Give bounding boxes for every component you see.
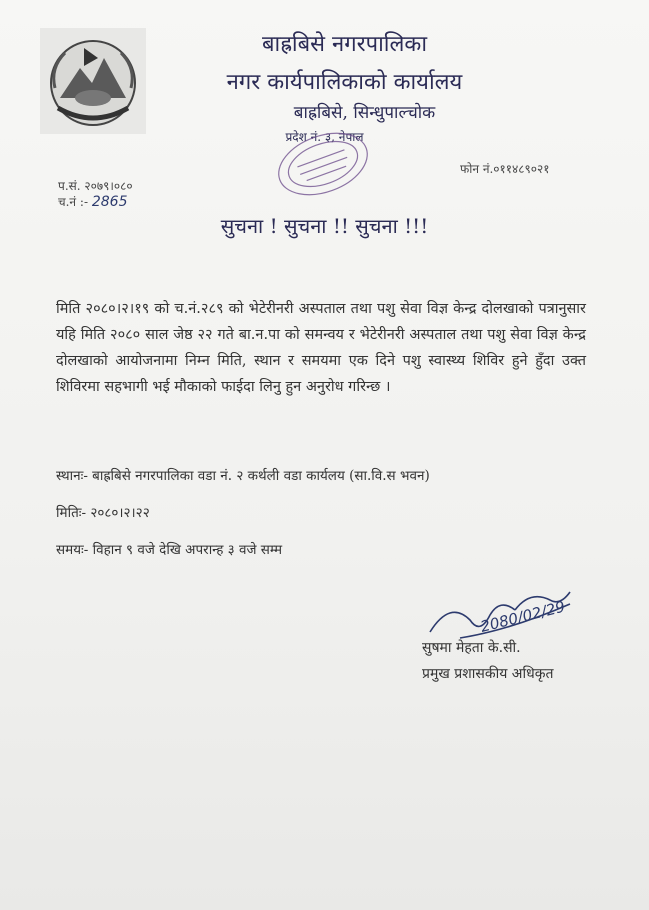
office-stamp-icon	[268, 124, 378, 204]
chalani-label: च.नं :-	[58, 195, 89, 209]
phone-number: फोन नं.०११४८९०२१	[460, 162, 550, 176]
municipality-name: बाह्रबिसे नगरपालिका	[261, 32, 428, 57]
reference-block	[58, 178, 133, 210]
province-line: प्रदेश नं. ३, नेपाल	[285, 130, 364, 144]
signatory-name: सुषमा मेहता के.सी.	[422, 640, 521, 656]
signatory-designation: प्रमुख प्रशासकीय अधिकृत	[422, 666, 554, 682]
patra-sankhya: प.सं. २०७९।०८०	[58, 179, 133, 193]
detail-time: समयः- विहान ९ वजे देखि अपरान्ह ३ वजे सम्म	[56, 542, 283, 558]
signature-date: 2080/02/29	[478, 597, 567, 636]
detail-date: मितिः- २०८०।२।२२	[56, 505, 150, 521]
office-address: बाह्रबिसे, सिन्धुपाल्चोक	[293, 103, 436, 123]
notice-title: सुचना ! सुचना !! सुचना !!!	[220, 214, 429, 238]
chalani-value: 2865	[91, 194, 128, 210]
detail-place: स्थानः- बाह्रबिसे नगरपालिका वडा नं. २ कर्थली वडा कार्यलय (सा.वि.स भवन)	[56, 468, 430, 484]
office-name: नगर कार्यपालिकाको कार्यालय	[226, 70, 463, 95]
notice-body: मिति २०८०।२।१९ को च.नं.२८९ को भेटेरीनरी अस्पताल तथा पशु सेवा विज्ञ केन्द्र दोलखाको पत्रानुसार यहि मिति २०८० साल जेष्ठ २२ गते बा.न.पा को समन्वय र भेटेरीनरी अस्पताल तथा पशु सेवा विज्ञ केन्द्र दोलखाको आयोजनामा निम्न मिति, स्थान र समयमा एक दिने पशु स्वास्थ्य शिविर हुने हुँदा उक्त शिविरमा सहभागी भई मौकाको फाईदा लिनु हुन अनुरोध गरिन्छ ।	[56, 301, 586, 395]
chalani-number	[58, 194, 133, 210]
